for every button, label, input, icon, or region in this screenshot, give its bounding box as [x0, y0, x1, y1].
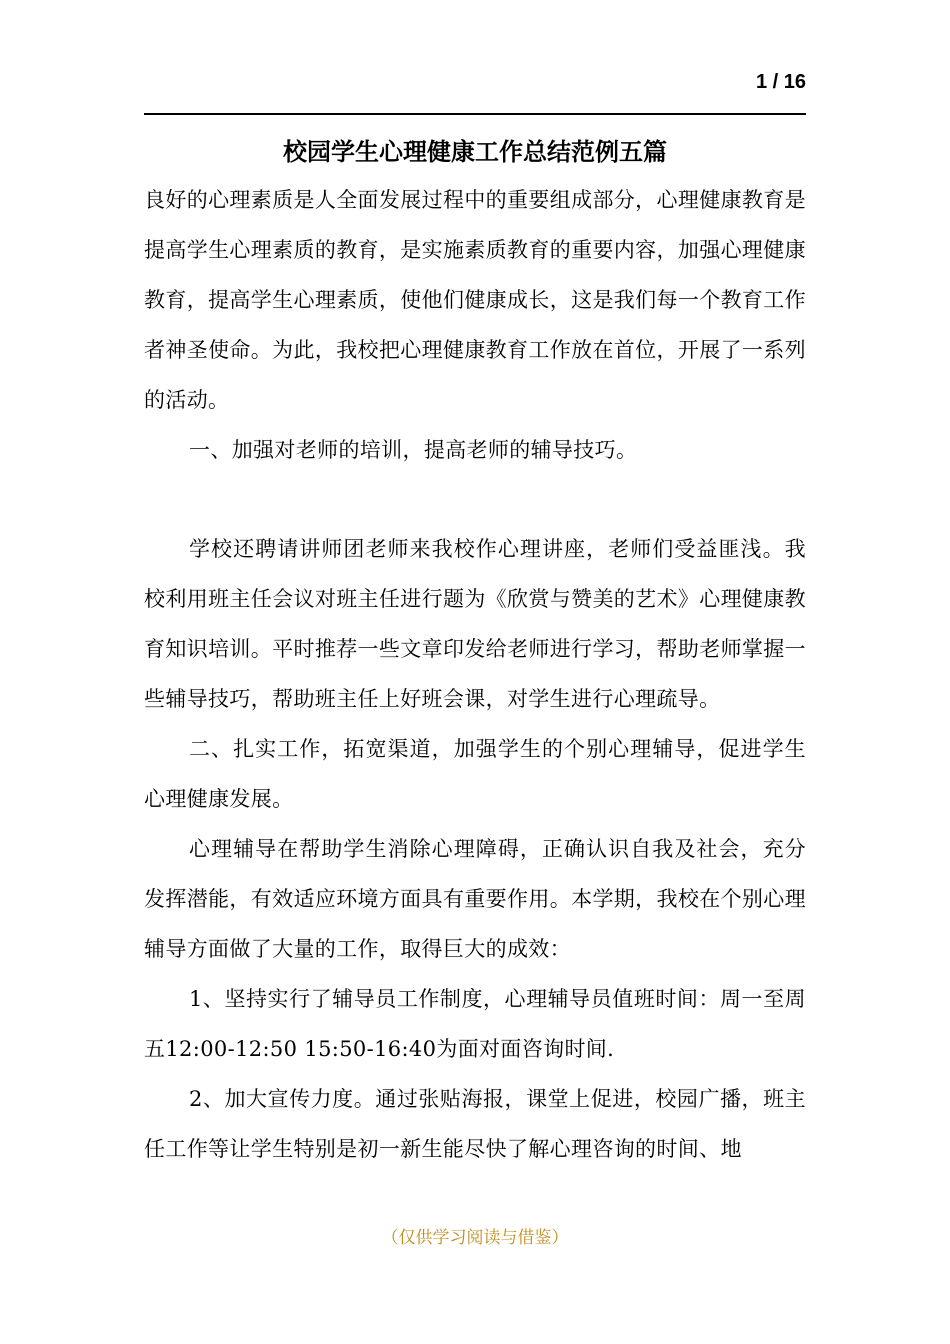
footer-note: （仅供学习阅读与借鉴）	[381, 1228, 569, 1248]
paragraph-teacher-training: 学校还聘请讲师团老师来我校作心理讲座，老师们受益匪浅。我校利用班主任会议对班主任进行题为《欣赏与赞美的艺术》心理健康教育知识培训。平时推荐一些文章印发给老师进行学习，帮助老师掌握一些辅导技巧，帮助班主任上好班会课，对学生进行心理疏导。	[144, 537, 806, 711]
page-number: 1 / 16	[755, 71, 806, 93]
body-section-top	[144, 175, 806, 475]
intro-paragraph: 良好的心理素质是人全面发展过程中的重要组成部分，心理健康教育是提高学生心理素质的教育，是实施素质教育的重要内容，加强心理健康教育，提高学生心理素质，使他们健康成长，这是我们每一个教育工作者神圣使命。为此，我校把心理健康教育工作放在首位，开展了一系列的活动。	[144, 188, 806, 412]
list-item-1: 1、坚持实行了辅导员工作制度，心理辅导员值班时间：周一至周五12:00-12:50 15:50-16:40为面对面咨询时间.	[144, 987, 806, 1061]
section-heading-1: 一、加强对老师的培训，提高老师的辅导技巧。	[189, 438, 638, 462]
document-title: 校园学生心理健康工作总结范例五篇	[283, 137, 667, 166]
body-section-bottom	[144, 524, 806, 1174]
list-item-2: 2、加大宣传力度。通过张贴海报，课堂上促进，校园广播，班主任工作等让学生特别是初一新生能尽快了解心理咨询的时间、地	[144, 1087, 806, 1161]
header-rule	[144, 113, 806, 115]
paragraph-counseling: 心理辅导在帮助学生消除心理障碍，正确认识自我及社会，充分发挥潜能，有效适应环境方面具有重要作用。本学期，我校在个别心理辅导方面做了大量的工作，取得巨大的成效：	[144, 837, 806, 961]
section-heading-2: 二、扎实工作，拓宽渠道，加强学生的个别心理辅导，促进学生心理健康发展。	[144, 737, 806, 811]
